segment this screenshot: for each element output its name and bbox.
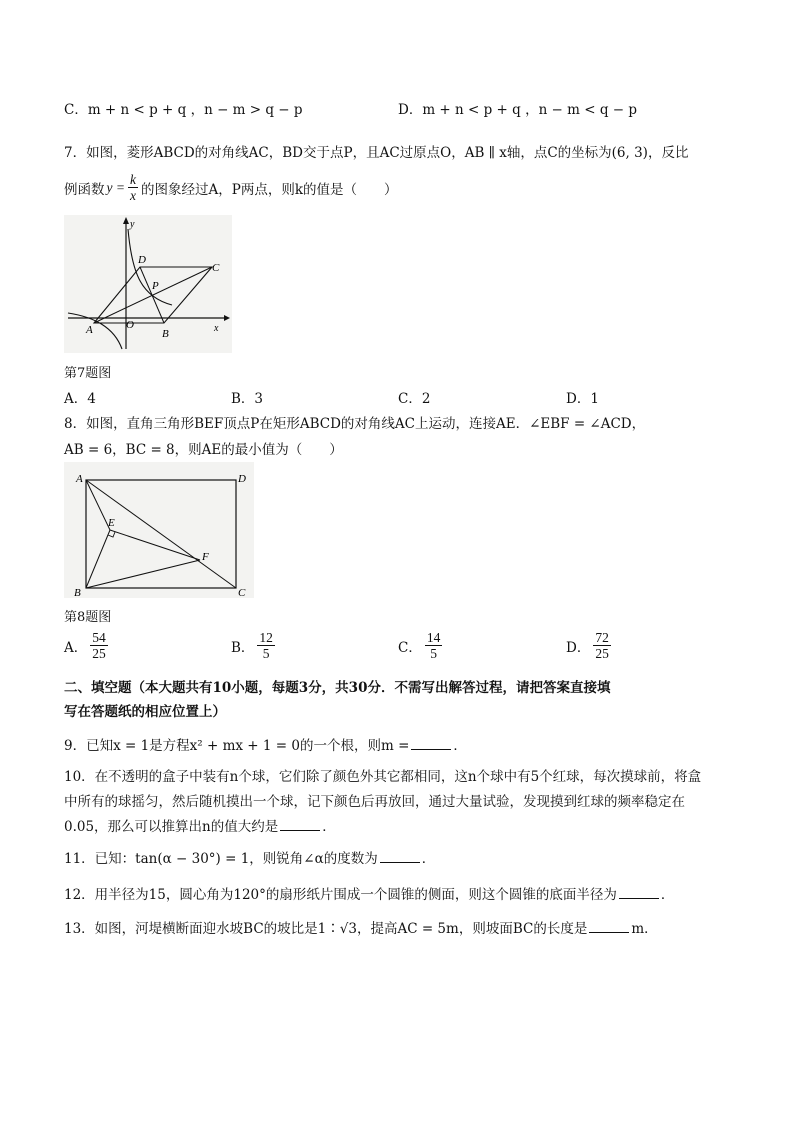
- q8-option-d: [566, 630, 614, 661]
- q8-text-line1: 8．如图，直角三角形BEF顶点P在矩形ABCD的对角线AC上运动，连接AE．∠EBF = ∠ACD，: [64, 416, 646, 432]
- q8-option-c: [398, 630, 445, 661]
- q12-period: ．: [660, 887, 675, 903]
- q8-label-c: C: [238, 587, 246, 598]
- q13-body: 13．如图，河堤横断面迎水坡BC的坡比是1∶√3，提高AC = 5m，则坡面BC的长度是: [64, 921, 588, 937]
- q8-option-d-num: 72: [595, 630, 609, 645]
- q8-option-b-den: 5: [262, 646, 270, 661]
- q10-text-line2: 中所有的球摇匀，然后随机摸出一个球，记下颜色后再放回，通过大量试验，发现摸到红球的频率稳定在: [64, 794, 685, 810]
- q8-label-f: F: [202, 551, 209, 563]
- q8-label-d: D: [238, 473, 246, 485]
- q8-option-a-label: A．: [64, 639, 88, 656]
- q13-text: [64, 917, 658, 937]
- q12-blank: [619, 886, 659, 899]
- q8-text-line2: AB = 6，BC = 8，则AE的最小值为（ ）: [64, 442, 343, 458]
- q8-option-c-label: C．: [398, 639, 422, 656]
- q8-option-b: [231, 630, 278, 661]
- q11-body: 11．已知：tan(α − 30°) = 1，则锐角∠α的度数为: [64, 851, 378, 867]
- q8-option-d-den: 25: [595, 646, 609, 661]
- q8-option-a-den: 25: [92, 646, 106, 661]
- q11-period: ．: [421, 851, 436, 867]
- q7-figure: [64, 215, 232, 353]
- q10-text-line1: 10．在不透明的盒子中装有n个球，它们除了颜色外其它都相同，这n个球中有5个红球，每次摸球前，将盒: [64, 769, 702, 785]
- q7-option-b: B．3: [231, 391, 264, 407]
- q11-text: [64, 847, 435, 867]
- q12-text: [64, 883, 674, 903]
- section2-header-line2: 写在答题纸的相应位置上）: [64, 704, 226, 720]
- q13-unit: m．: [631, 921, 658, 937]
- q10-period: ．: [322, 819, 336, 835]
- q7-label-y: y: [130, 219, 135, 230]
- q8-figure: [64, 462, 254, 598]
- q7-label-c: C: [212, 262, 220, 274]
- q10-line3-body: 0.05，那么可以推算出n的值大约是: [64, 819, 279, 835]
- q8-label-b: B: [74, 587, 81, 598]
- q10-text-line3: [64, 815, 336, 835]
- q8-option-a-num: 54: [92, 630, 106, 645]
- q7-option-c: C．2: [398, 391, 431, 407]
- q7-label-x: x: [214, 323, 219, 334]
- q7-func-num: k: [129, 172, 136, 187]
- q7-option-a: A．4: [64, 391, 96, 407]
- q7-text-line2: [64, 172, 398, 203]
- q8-label-e: E: [108, 517, 115, 529]
- q8-figure-bg: [64, 462, 254, 598]
- q8-caption: 第8题图: [64, 610, 112, 625]
- q7-text-post: 的图象经过A，P两点，则k的值是（ ）: [140, 181, 398, 198]
- q10-blank: [280, 818, 320, 831]
- q8-option-a: [64, 630, 111, 661]
- q8-option-d-label: D．: [566, 639, 591, 656]
- q7-text-pre: 例函数: [64, 181, 105, 198]
- q7-label-p: P: [152, 280, 159, 292]
- q9-period: ．: [453, 738, 467, 754]
- q6-option-c: C．m + n < p + q ，n − m > q − p: [64, 102, 303, 118]
- q8-option-b-label: B．: [231, 639, 255, 656]
- q8-option-c-den: 5: [430, 646, 437, 661]
- q11-blank: [380, 850, 420, 863]
- q8-option-c-num: 14: [426, 630, 441, 645]
- q9-text: [64, 734, 467, 754]
- q7-caption: 第7题图: [64, 366, 112, 381]
- q7-label-d: D: [138, 254, 146, 266]
- q8-label-a: A: [76, 473, 83, 485]
- q6-option-d: D．m + n < p + q ，n − m < q − p: [398, 102, 638, 118]
- q9-body: 9．已知x = 1是方程x² + mx + 1 = 0的一个根，则m =: [64, 738, 410, 754]
- q7-text-line1: 7．如图，菱形ABCD的对角线AC，BD交于点P，且AC过原点O，AB ∥ x轴，点C的坐标为(6, 3)，反比: [64, 145, 689, 161]
- q7-label-o: O: [126, 319, 134, 331]
- q8-option-b-num: 12: [259, 630, 273, 645]
- q7-option-d: D．1: [566, 391, 599, 407]
- q7-func-den: x: [129, 188, 136, 203]
- q13-blank: [589, 920, 629, 933]
- q7-label-a: A: [86, 324, 93, 336]
- q7-func-fraction: [128, 172, 138, 203]
- q7-label-b: B: [162, 328, 169, 340]
- section2-header-line1: 二、填空题（本大题共有10小题，每题3分，共30分．不需写出解答过程，请把答案直接填: [64, 680, 611, 696]
- q9-blank: [411, 737, 451, 750]
- q7-func-y: y =: [106, 179, 125, 195]
- q12-body: 12．用半径为15，圆心角为120°的扇形纸片围成一个圆锥的侧面，则这个圆锥的底面半径为: [64, 887, 617, 903]
